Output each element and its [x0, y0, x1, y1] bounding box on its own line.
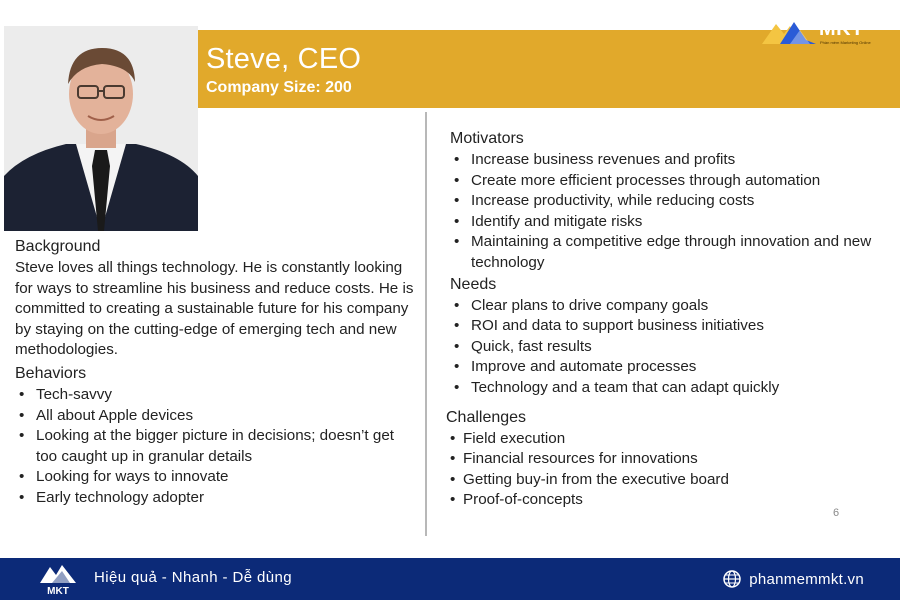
footer-logo-text: MKT: [47, 586, 69, 597]
challenges-section: [446, 408, 895, 511]
list-item: • Maintaining a competitive edge through innovation and new technology: [450, 232, 895, 273]
mkt-logo: [760, 16, 890, 50]
list-item: • Financial resources for innovations: [446, 449, 895, 470]
person-portrait-icon: [4, 26, 198, 231]
footer-bar: [0, 558, 900, 600]
company-size: Company Size: 200: [206, 79, 352, 96]
list-item: • Getting buy-in from the executive board: [446, 470, 895, 491]
behaviors-section: [15, 365, 415, 509]
list-item: • Field execution: [446, 429, 895, 450]
list-item: • Quick, fast results: [450, 337, 895, 358]
list-item: • Clear plans to drive company goals: [450, 296, 895, 317]
list-item: • Improve and automate processes: [450, 357, 895, 378]
list-item: • ROI and data to support business initiatives: [450, 316, 895, 337]
persona-title: Steve, CEO: [206, 43, 362, 75]
list-item: • All about Apple devices: [15, 406, 415, 427]
background-text: Steve loves all things technology. He is constantly looking for ways to streamline his business and reduce costs. He is committed to creating a sustainable future for his company by staying on the cutting-edge of emerging tech and new methodologies.: [15, 259, 414, 359]
needs-list: [450, 296, 895, 399]
motivators-section: [450, 130, 895, 274]
column-divider: [425, 112, 427, 536]
list-item: • Create more efficient processes through automation: [450, 171, 895, 192]
list-item: • Early technology adopter: [15, 488, 415, 509]
motivators-list: [450, 150, 895, 274]
needs-heading: Needs: [450, 275, 497, 293]
background-section: [15, 238, 415, 361]
logo-tagline: Phần mềm Marketing Online: [820, 40, 871, 45]
needs-section: [450, 276, 895, 399]
globe-icon: [723, 570, 741, 588]
logo-text: MKT: [819, 18, 864, 40]
left-column: [15, 238, 415, 509]
list-item: • Looking for ways to innovate: [15, 467, 415, 488]
page-number: 6: [833, 507, 840, 519]
list-item: • Identify and mitigate risks: [450, 212, 895, 233]
behaviors-list: [15, 385, 415, 509]
behaviors-heading: Behaviors: [15, 364, 87, 382]
background-heading: Background: [15, 238, 101, 255]
challenges-heading: Challenges: [446, 408, 527, 426]
footer-url-link[interactable]: phanmemmkt.vn: [749, 570, 864, 588]
list-item: • Proof-of-concepts: [446, 490, 895, 511]
list-item: • Technology and a team that can adapt quickly: [450, 378, 895, 399]
list-item: • Looking at the bigger picture in decisions; doesn’t get too caught up in granular details: [15, 426, 415, 467]
list-item: • Increase productivity, while reducing costs: [450, 191, 895, 212]
list-item: • Tech-savvy: [15, 385, 415, 406]
footer-website[interactable]: [723, 568, 864, 590]
challenges-list: [446, 429, 895, 511]
mkt-footer-logo-icon: [36, 561, 80, 597]
mkt-logo-mark-icon: [760, 18, 820, 46]
right-column: [446, 130, 895, 513]
motivators-heading: Motivators: [450, 130, 524, 147]
footer-slogan: Hiệu quả - Nhanh - Dễ dùng: [94, 569, 293, 586]
list-item: • Increase business revenues and profits: [450, 150, 895, 171]
ceo-photo: [4, 26, 198, 231]
